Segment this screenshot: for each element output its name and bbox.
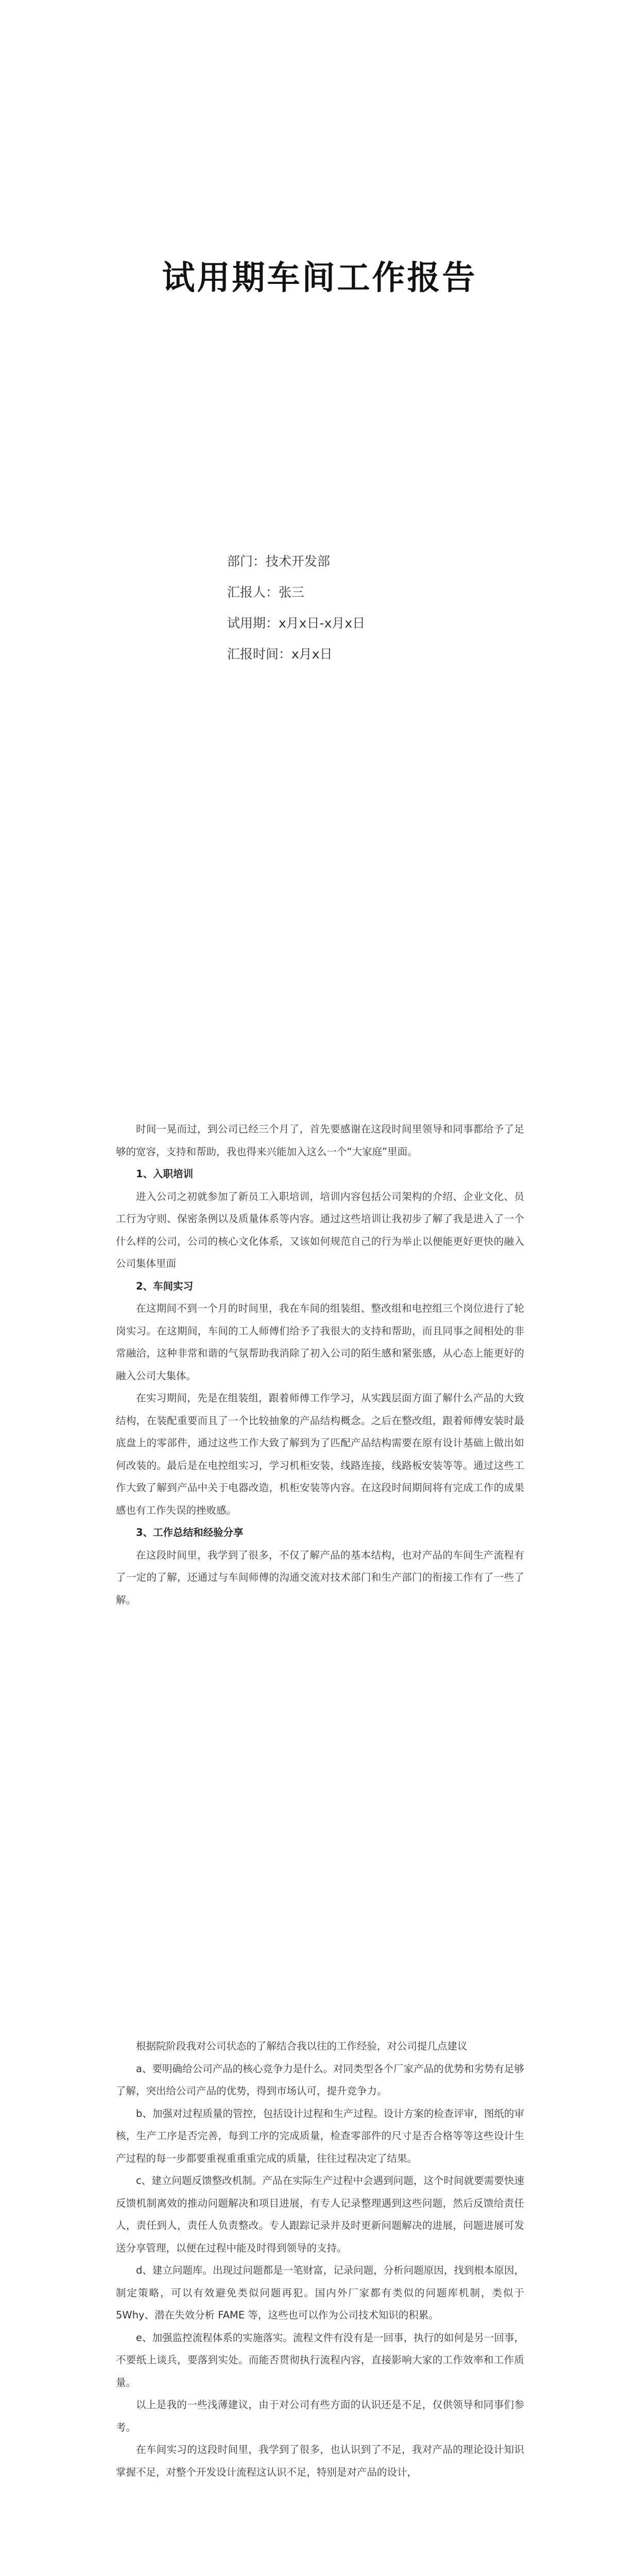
paragraph-suggestions-intro: 根据院阶段我对公司状态的了解结合我以往的工作经验，对公司提几点建议 [136,2040,468,2052]
paragraph-training: 进入公司之初就参加了新员工入职培训，培训内容包括公司架构的介绍、企业文化、员工行为守则、保密条例以及质量体系等内容。通过这些培训让我初步了解了我是进入了一个什么样的公司，公司的核心文化体系，又该如何规范自己的行为举止以便能更好更快的融入公司集体里面 [116,1190,524,1269]
intro-paragraph: 时间一晃而过，到公司已经三个月了，首先要感谢在这段时间里领导和同事都给予了足够的宽容，支持和帮助，我也得来兴能加入这么一个“大家庭”里面。 [116,1123,524,1158]
report-meta [227,546,365,670]
paragraph-suggestions-closing: 以上是我的一些浅薄建议，由于对公司有些方面的认识还是不足，仅供领导和同事们参考。 [116,2399,524,2433]
suggestion-c: c、建立问题反馈整改机制。产品在实际生产过程中会遇到问题，这个时间就要需要快速反馈机制离效的推动问题解决和项目进展，有专人记录整理遇到这些问题，然后反馈给责任人，责任到人，责任人负责整改。专人跟踪记录并及时更新问题解决的进展，问题进展可发送分享管理，以便在过程中能及时得到领导的支持。 [116,2175,524,2254]
page2-body [116,2035,524,2483]
probation-line: 试用期：x月x日-x月x日 [227,616,366,631]
paragraph-summary: 在这段时间里，我学到了很多，不仅了解产品的基本结构，也对产品的车间生产流程有了一定的了解，还通过与车间师傅的沟通交流对技术部门和生产部门的衔接工作有了一些了解。 [116,1549,524,1606]
paragraph-reflection: 在车间实习的这段时间里，我学到了很多，也认识到了不足，我对产品的理论设计知识掌握不足，对整个开发设计流程这认识不足，特别是对产品的设计， [116,2444,524,2478]
suggestion-d: d、建立问题库。出现过问题都是一笔财富，记录问题，分析问题原因，找到根本原因，制定策略，可以有效避免类似问题再犯。国内外厂家都有类似的问题库机制，类似于5Why、潜在失效分析 FAME 等，这些也可以作为公司技术知识的积累。 [116,2264,524,2321]
department-line: 部门：技术开发部 [227,554,331,569]
report-time-line: 汇报时间：x月x日 [227,647,333,662]
suggestion-e: e、加强监控流程体系的实施落实。流程文件有没有是一回事，执行的如何是另一回事，不要纸上谈兵，要落到实处。而能否贯彻执行流程内容，直接影响大家的工作效率和工作质量。 [116,2331,524,2388]
paragraph-internship-2: 在实习期间，先是在组装组，跟着师傅工作学习，从实践层面方面了解什么产品的大致结构，在装配重要而且了一个比较抽象的产品结构概念。之后在整改组，跟着师傅安装时最底盘上的零部件，通过这些工作大致了解到为了匹配产品结构需要在原有设计基础上做出如何改装的。最后是在电控组实习，学习机柜安装，线路连接，线路板安装等等。通过这些工作大致了解到产品中关于电器改造，机柜安装等内容。在这段时间期间将有完成工作的成果感也有工作失误的挫败感。 [116,1392,524,1516]
heading-summary: 3、工作总结和经验分享 [136,1527,244,1538]
heading-workshop-internship: 2、车间实习 [136,1280,194,1292]
page1-body [116,1118,524,1611]
heading-onboarding-training: 1、入职培训 [136,1168,194,1180]
suggestion-b: b、加强对过程质量的管控，包括设计过程和生产过程。设计方案的检查评审，图纸的审核，生产工序是否完善，每到工序的完成质量，检查零部件的尺寸是否合格等等这些设计生产过程的每一步都要重视重重重完成的质量，往往过程决定了结果。 [116,2107,524,2164]
paragraph-internship-1: 在这期间不到一个月的时间里，我在车间的组装组、整改组和电控组三个岗位进行了轮岗实习。在这期间，车间的工人师傅们给予了我很大的支持和帮助，而且同事之间相处的非常融洽，这种非常和谐的气氛帮助我消除了初入公司的陌生感和紧张感，从心态上能更好的融入公司大集体。 [116,1302,524,1382]
suggestion-a: a、要明确给公司产品的核心竞争力是什么。对同类型各个厂家产品的优势和劣势有足够了解，突出给公司产品的优势，得到市场认可，提升竞争力。 [116,2062,524,2097]
document-title: 试用期车间工作报告 [162,259,477,297]
reporter-line: 汇报人：张三 [227,585,305,600]
